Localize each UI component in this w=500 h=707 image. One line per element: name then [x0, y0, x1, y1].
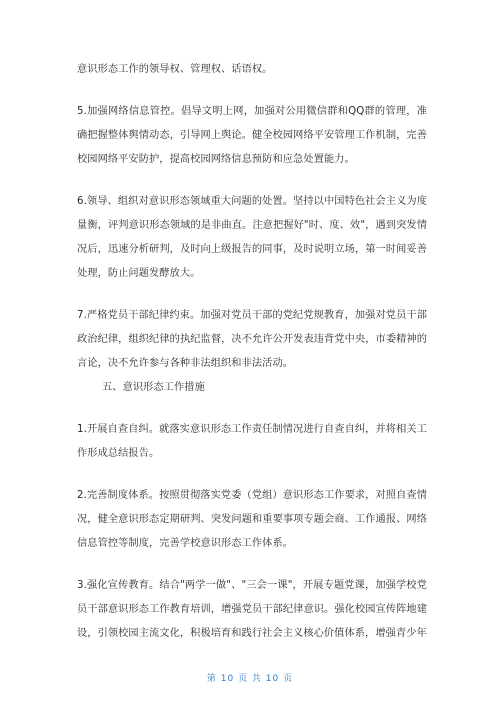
paragraph-item-5: 5.加强网络信息管控。倡导文明上网，加强对公用微信群和QQ群的管理，准确把握整体舆情动态，引导网上舆论。健全校园网络平安管理工作机制，完善校园网络平安防护，提高校园网络信息预防和应急处置能力。 — [77, 106, 427, 165]
paragraph-item-7: 7.严格党员干部纪律约束。加强对党员干部的党纪党规教育，加强对党员干部政治纪律，组织纪律的执纪监督，决不允许公开发表违背党中央，市委精神的言论，决不允许参与各种非法组织和非法活动。 — [77, 310, 427, 369]
paragraph-measure-1: 1.开展自查自纠。就落实意识形态工作责任制情况进行自查自纠，并将相关工作形成总结报告。 — [77, 424, 427, 459]
paragraph-measure-2: 2.完善制度体系。按照贯彻落实党委（党组）意识形态工作要求，对照自查情况，健全意识形态定期研判、突发问题和重要事项专题会商、工作通报、网络信息管控等制度，完善学校意识形态工作体系。 — [77, 490, 427, 549]
page-number-footer: 第 10 页 共 10 页 — [206, 674, 294, 684]
paragraph-item-6: 6.领导、组织对意识形态领域重大问题的处置。坚持以中国特色社会主义为度量衡，评判意识形态领域的是非曲直。注意把握好"时、度、效"，遇到突发情况后，迅速分析研判，及时向上级报告的同事，及时说明立场，第一时间妥善处理，防止问题发酵放大。 — [77, 196, 427, 279]
section-heading: 五、意识形态工作措施 — [102, 382, 205, 393]
page-content — [77, 58, 427, 646]
paragraph-continued: 意识形态工作的领导权、管理权、话语权。 — [77, 64, 273, 75]
paragraph-measure-3: 3.强化宣传教育。结合"两学一做"、"三会一课"，开展专题党课，加强学校党员干部意识形态工作教育培训，增强党员干部纪律意识。强化校园宣传阵地建设，引领校园主流文化，积极培育和践行社会主义核心价值体系，增强青少年 — [77, 580, 427, 639]
